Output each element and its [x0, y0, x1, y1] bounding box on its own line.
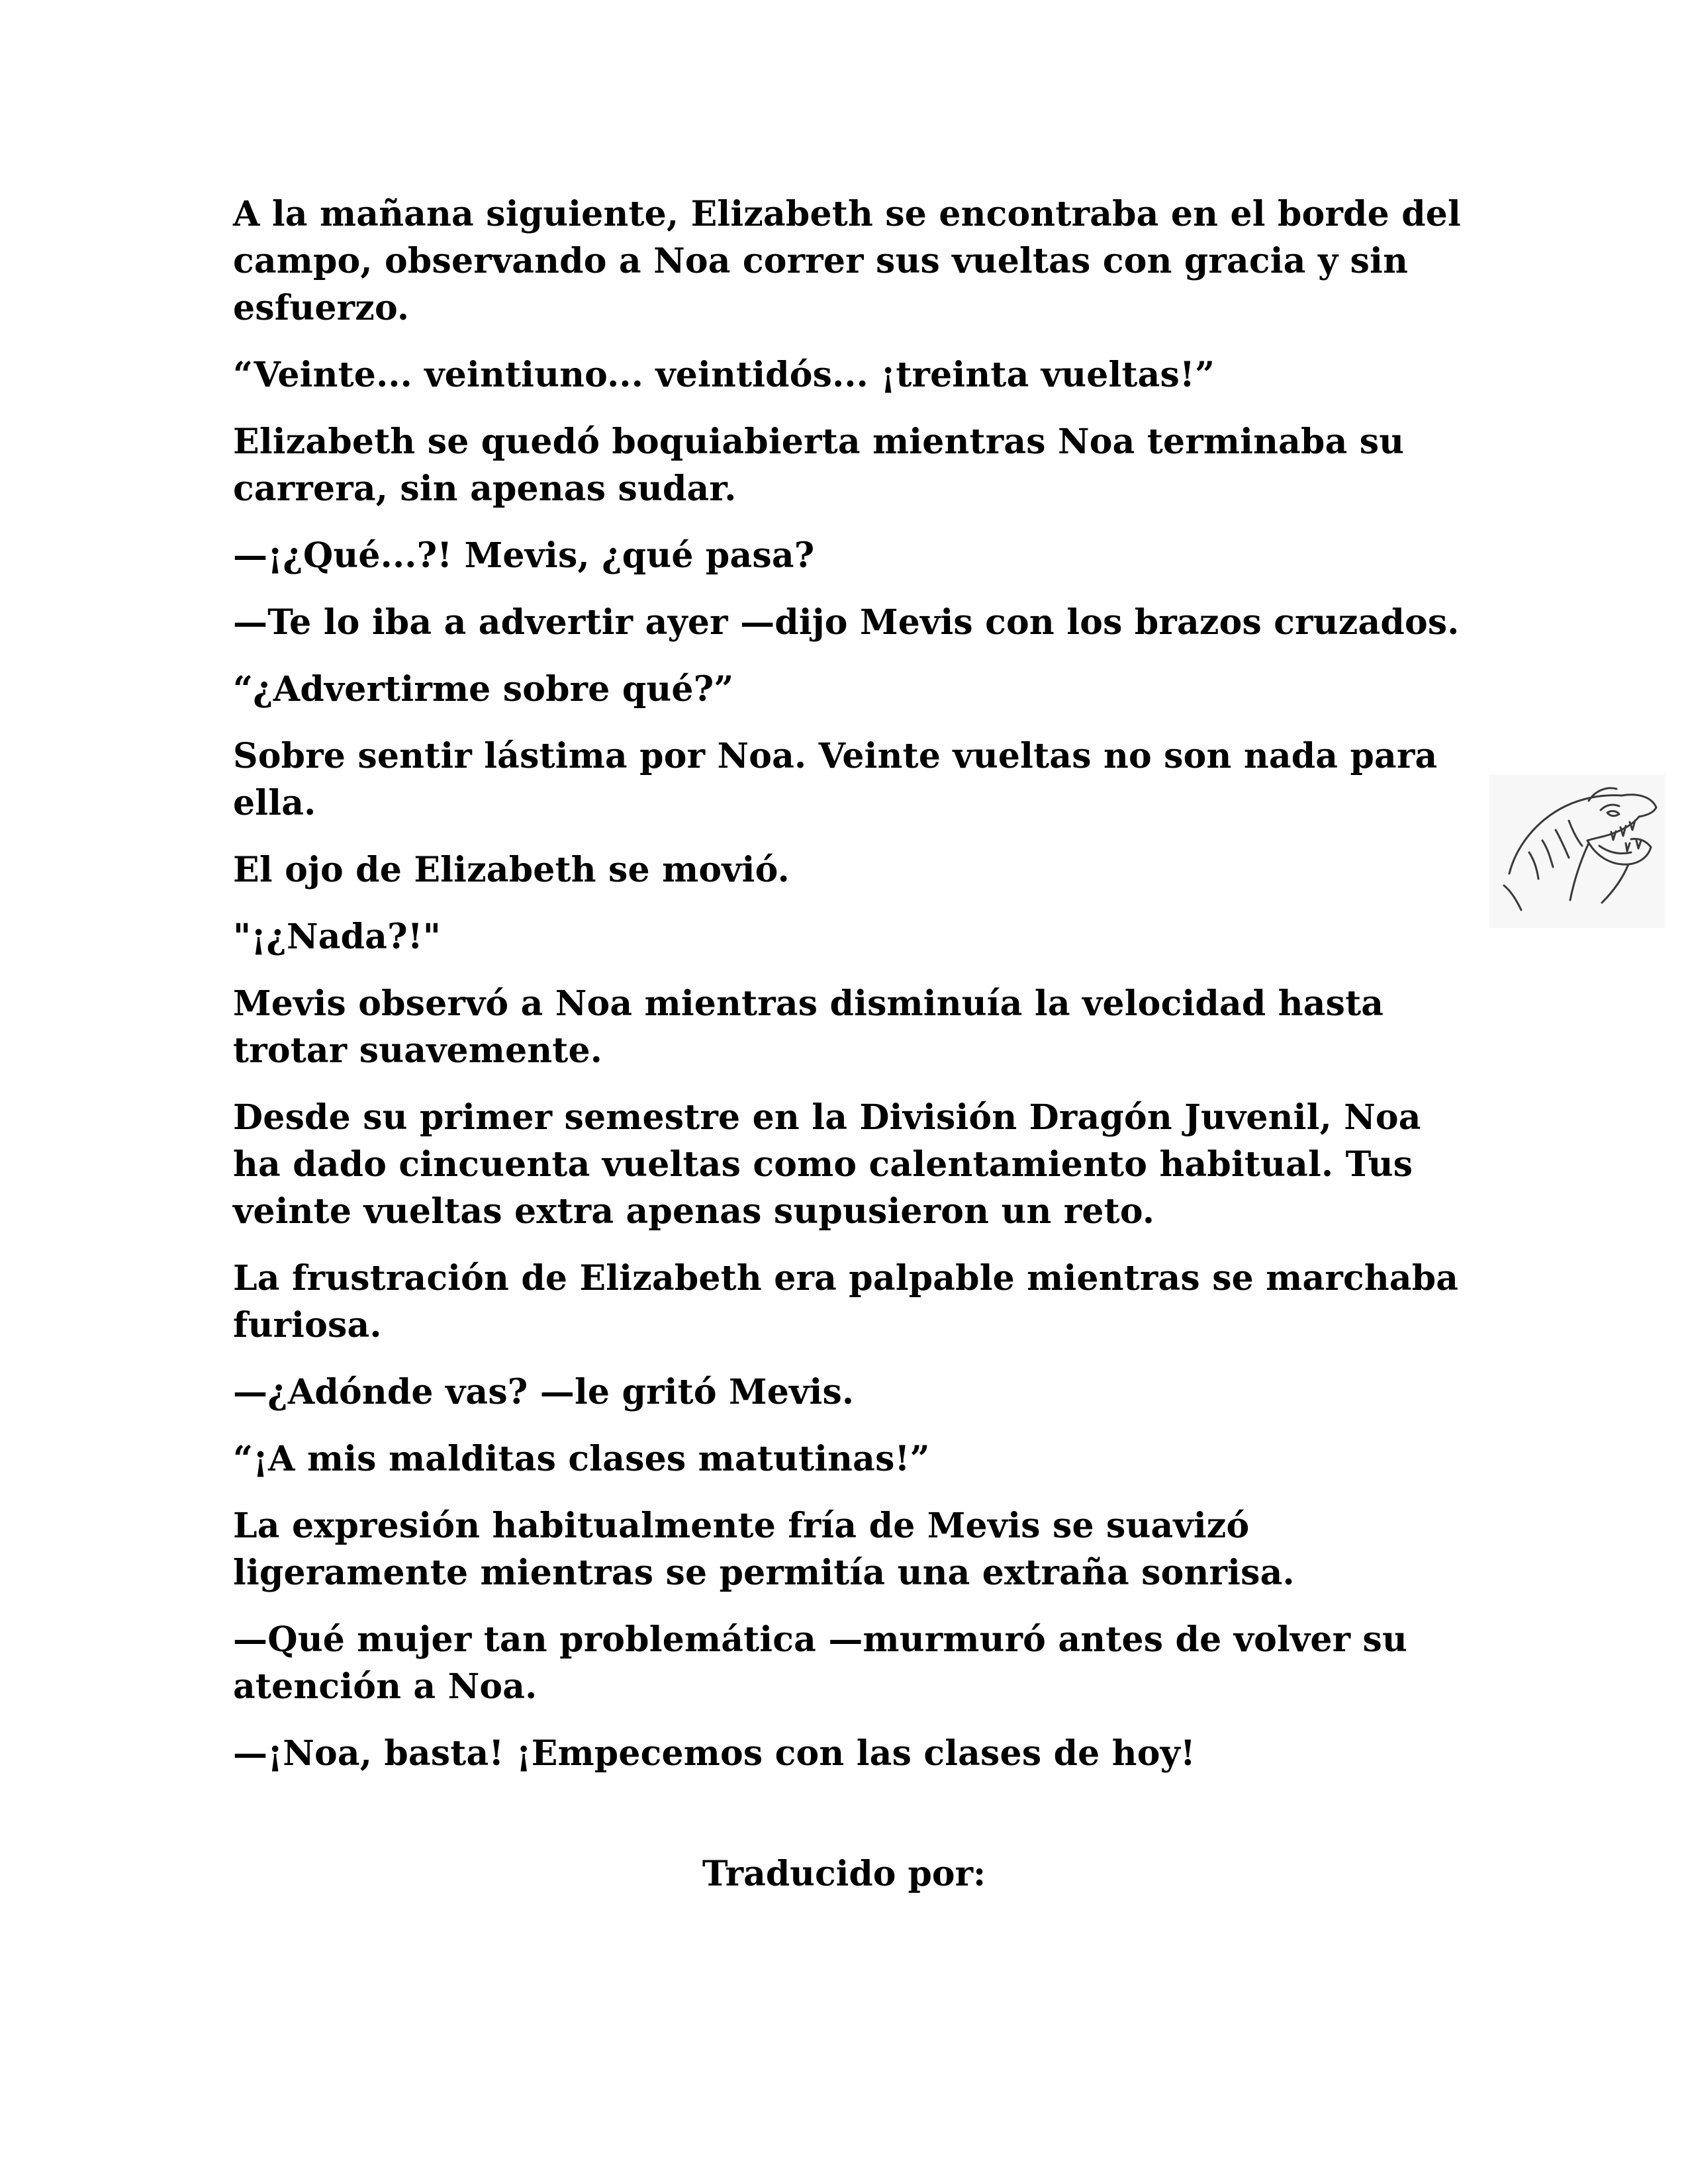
dragon-head-sketch-icon: [1489, 774, 1665, 928]
paragraph: Sobre sentir lástima por Noa. Veinte vueltas no son nada para ella.: [233, 736, 1438, 823]
paragraph: "¡¿Nada?!": [233, 917, 442, 957]
paragraph: “¡A mis malditas clases matutinas!”: [233, 1439, 930, 1479]
paragraph: La frustración de Elizabeth era palpable mientras se marchaba furiosa.: [233, 1258, 1459, 1345]
paragraph: A la mañana siguiente, Elizabeth se encontraba en el borde del campo, observando a Noa correr sus vueltas con gracia y sin esfuerzo.: [233, 194, 1461, 328]
paragraph: —Qué mujer tan problemática —murmuró antes de volver su atención a Noa.: [233, 1619, 1408, 1707]
body-text: [233, 191, 1464, 1797]
paragraph: El ojo de Elizabeth se movió.: [233, 850, 790, 890]
paragraph: —¡Noa, basta! ¡Empecemos con las clases de hoy!: [233, 1733, 1196, 1774]
paragraph: Mevis observó a Noa mientras disminuía la velocidad hasta trotar suavemente.: [233, 983, 1384, 1071]
translator-credit: Traducido por:: [702, 1854, 986, 1894]
paragraph: “Veinte... veintiuno... veintidós... ¡treinta vueltas!”: [233, 355, 1215, 395]
paragraph: —¿Adónde vas? —le gritó Mevis.: [233, 1372, 855, 1412]
paragraph: “¿Advertirme sobre qué?”: [233, 669, 734, 709]
paragraph: La expresión habitualmente fría de Mevis se suavizó ligeramente mientras se permitía una extraña sonrisa.: [233, 1506, 1295, 1593]
paragraph: Desde su primer semestre en la División Dragón Juvenil, Noa ha dado cincuenta vueltas como calentamiento habitual. Tus veinte vueltas extra apenas supusieron un reto.: [233, 1097, 1421, 1232]
paragraph: —¡¿Qué...?! Mevis, ¿qué pasa?: [233, 535, 815, 576]
paragraph: Elizabeth se quedó boquiabierta mientras Noa terminaba su carrera, sin apenas sudar.: [233, 422, 1405, 509]
paragraph: —Te lo iba a advertir ayer —dijo Mevis con los brazos cruzados.: [233, 602, 1460, 643]
